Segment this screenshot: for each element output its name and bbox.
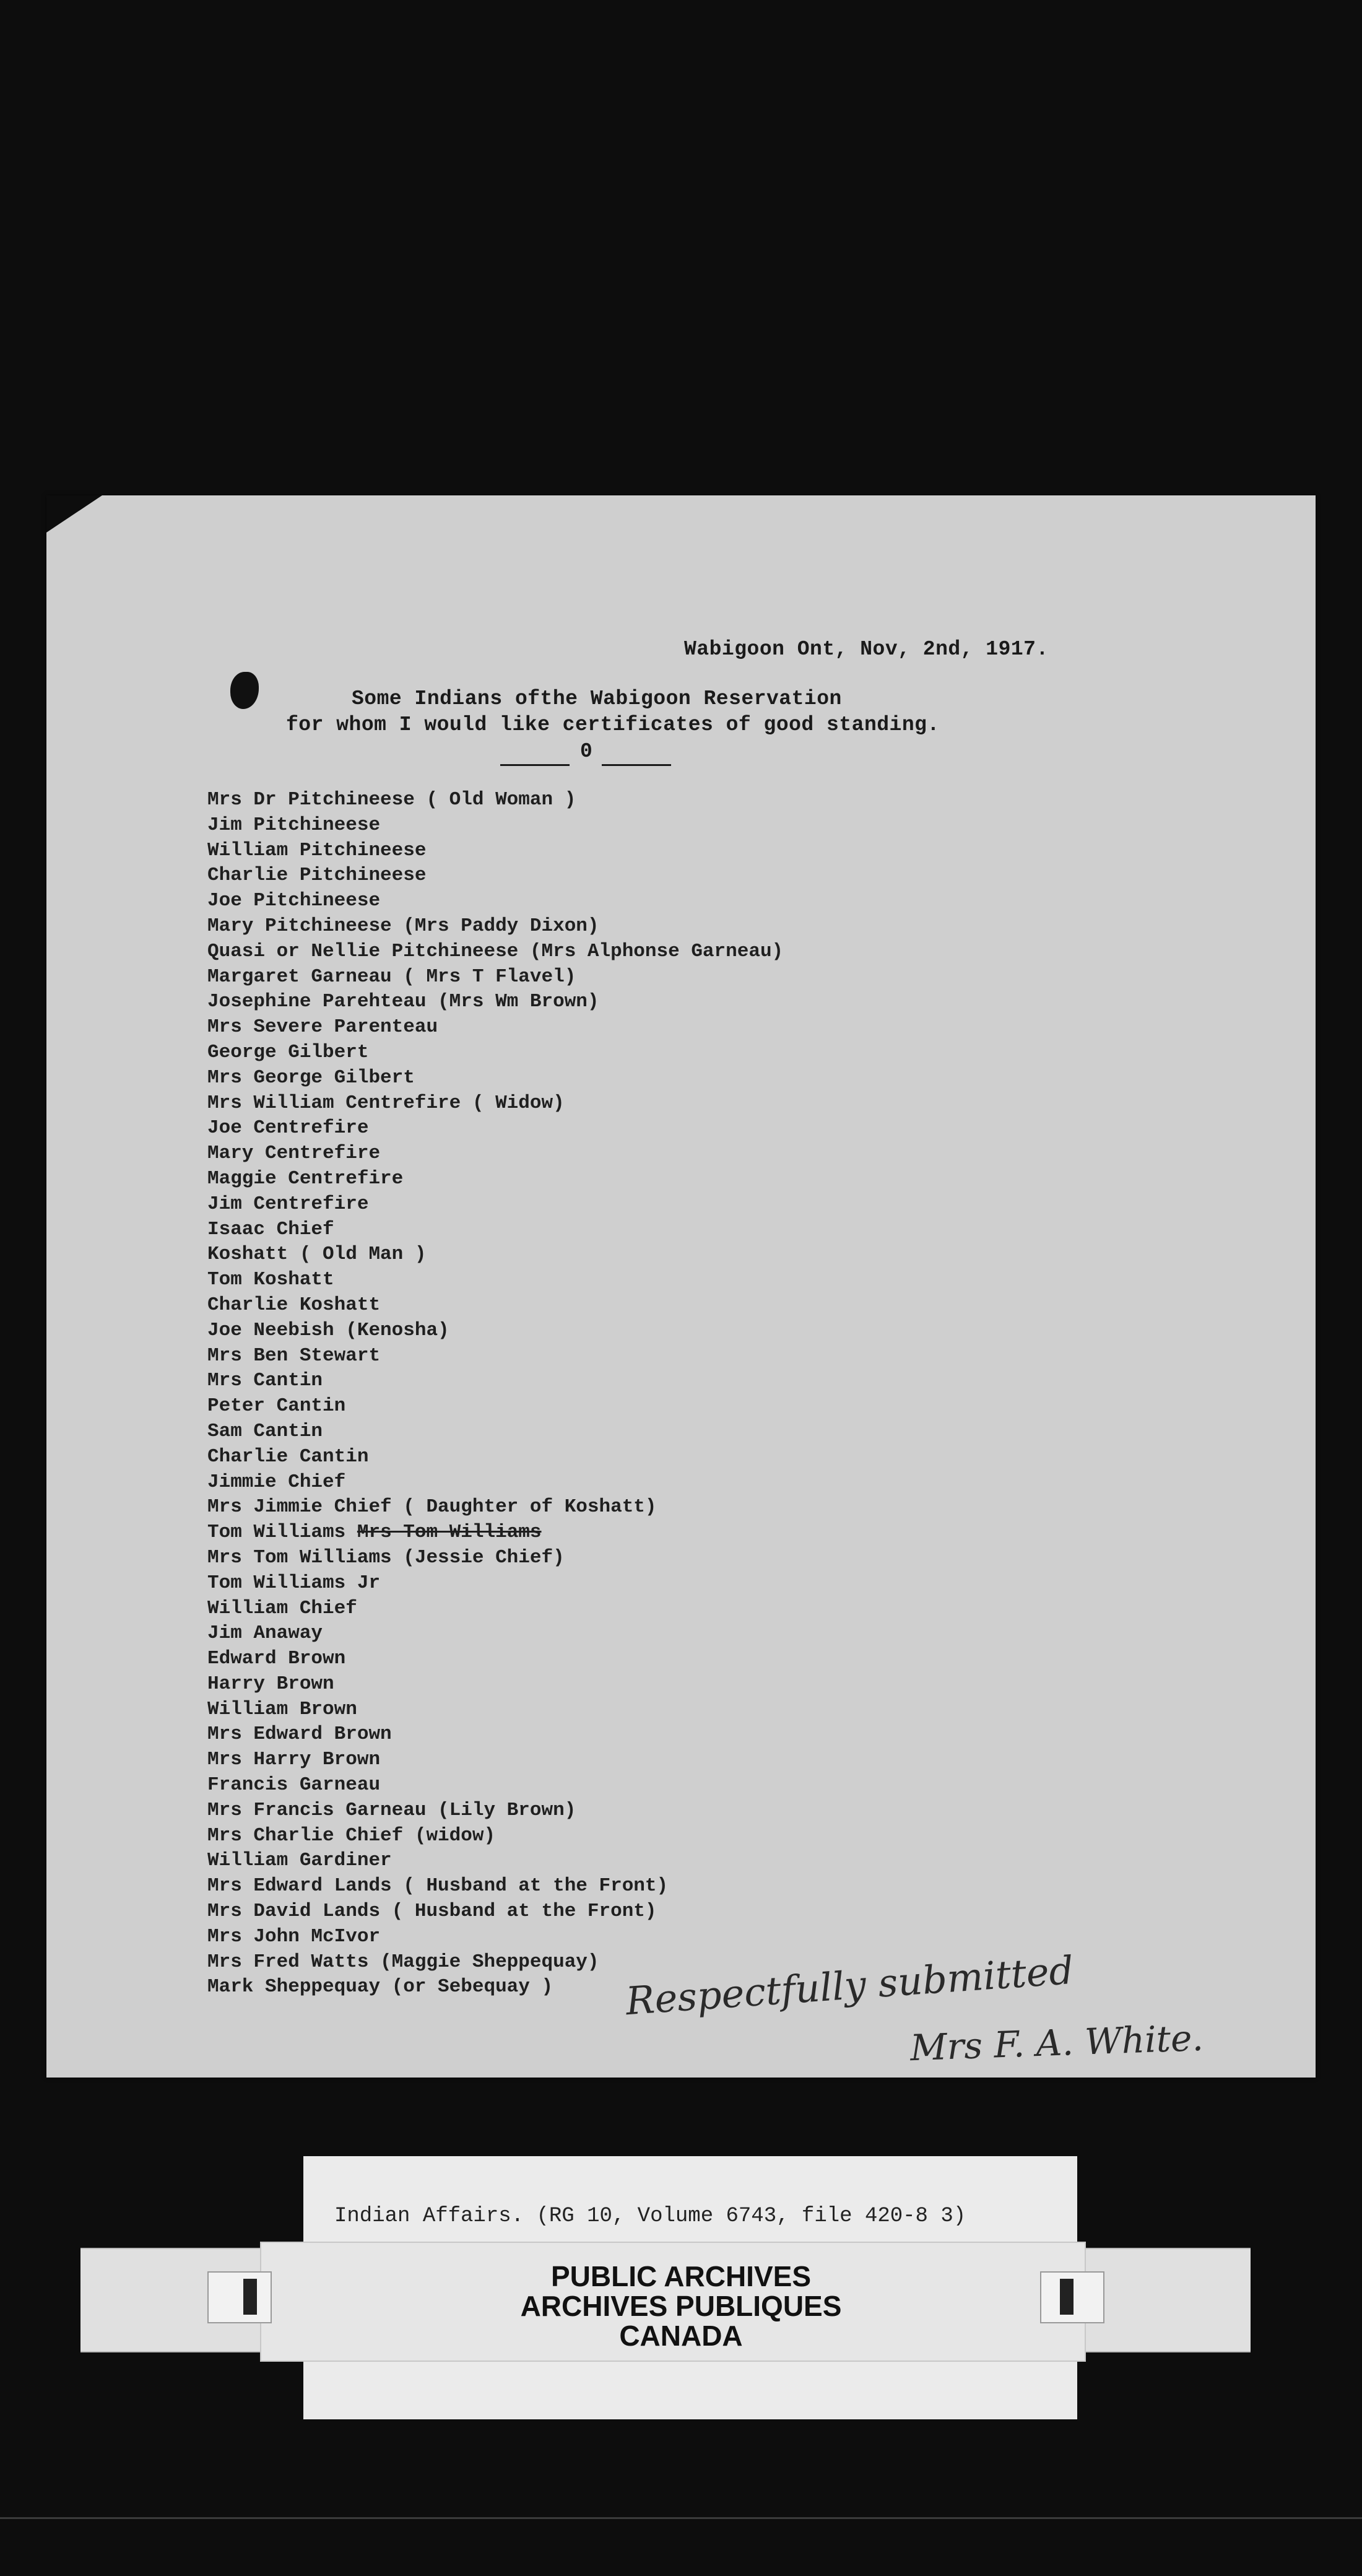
separator-right-rule	[602, 764, 671, 766]
name-entry: Isaac Chief	[207, 1218, 334, 1240]
name-entry: Mrs Fred Watts (Maggie Sheppequay)	[207, 1951, 599, 1973]
name-entry: Jimmie Chief	[207, 1471, 346, 1493]
name-entry: Tom Williams Jr	[207, 1572, 381, 1594]
archive-citation: Indian Affairs. (RG 10, Volume 6743, file 420-8 3)	[334, 2204, 966, 2228]
name-entry: William Chief	[207, 1597, 357, 1619]
name-entry: Mrs Severe Parenteau	[207, 1016, 438, 1038]
name-entry: Koshatt ( Old Man )	[207, 1243, 427, 1266]
name-entry: Mrs John McIvor	[207, 1925, 381, 1947]
name-entry: William Brown	[207, 1698, 357, 1720]
name-entry: Joe Centrefire	[207, 1117, 369, 1139]
separator-left-rule	[500, 764, 570, 766]
name-entry: Harry Brown	[207, 1673, 334, 1695]
name-entry: Mrs Dr Pitchineese ( Old Woman )	[207, 789, 576, 811]
name-entry: Charlie Cantin	[207, 1445, 369, 1468]
name-entry: Charlie Pitchineese	[207, 864, 427, 887]
name-entry: Maggie Centrefire	[207, 1167, 404, 1190]
signature-name: Mrs F. A. White.	[909, 2016, 1204, 2069]
name-entry: Quasi or Nellie Pitchineese (Mrs Alphonse Garneau)	[207, 940, 784, 962]
name-entry: Tom Koshatt	[207, 1269, 334, 1291]
name-entry: Sam Cantin	[207, 1420, 323, 1442]
stamp-line-1: PUBLIC ARCHIVES	[551, 2260, 811, 2292]
name-entry: Mrs Ben Stewart	[207, 1344, 381, 1367]
name-entry: Margaret Garneau ( Mrs T Flavel)	[207, 965, 576, 988]
letter-date: Wabigoon Ont, Nov, 2nd, 1917.	[684, 638, 1049, 661]
letter-intro-line-2: for whom I would like certificates of good standing.	[286, 713, 940, 736]
name-entry: Mrs Cantin	[207, 1370, 323, 1392]
names-list	[207, 788, 783, 2000]
name-entry: William Gardiner	[207, 1850, 392, 1872]
name-entry: Mrs George Gilbert	[207, 1066, 415, 1089]
name-entry: Mrs David Lands ( Husband at the Front)	[207, 1900, 657, 1923]
name-entry: George Gilbert	[207, 1041, 369, 1063]
folded-corner	[46, 495, 102, 533]
name-entry: Mrs Harry Brown	[207, 1749, 381, 1771]
stamp-line-2: ARCHIVES PUBLIQUES	[520, 2290, 842, 2322]
separator-mark: 0	[580, 740, 592, 763]
name-entry: Mary Pitchineese (Mrs Paddy Dixon)	[207, 915, 599, 937]
name-entry: Jim Centrefire	[207, 1193, 369, 1215]
name-entry: Mark Sheppequay (or Sebequay )	[207, 1976, 553, 1998]
name-entry: Mrs Jimmie Chief ( Daughter of Koshatt)	[207, 1496, 657, 1518]
name-entry: Mrs William Centrefire ( Widow)	[207, 1092, 565, 1114]
name-entry: Charlie Koshatt	[207, 1294, 381, 1316]
name-entry: Joe Neebish (Kenosha)	[207, 1319, 449, 1341]
name-entry: William Pitchineese	[207, 839, 427, 861]
name-entry: Mrs Francis Garneau (Lily Brown)	[207, 1799, 576, 1821]
name-entry: Josephine Parehteau (Mrs Wm Brown)	[207, 991, 599, 1013]
name-entry: Mary Centrefire	[207, 1142, 381, 1165]
name-entry: Tom Williams	[207, 1521, 346, 1544]
signature-closing: Respectfully submitted	[624, 1947, 1075, 2024]
scan-bottom-rule	[0, 2517, 1362, 2519]
name-entry: Mrs Charlie Chief (widow)	[207, 1824, 496, 1847]
stamp-line-3: CANADA	[619, 2320, 743, 2352]
name-entry: Edward Brown	[207, 1648, 346, 1670]
name-entry: Peter Cantin	[207, 1395, 346, 1417]
letter-intro-line-1: Some Indians ofthe Wabigoon Reservation	[352, 687, 842, 710]
name-entry: Joe Pitchineese	[207, 890, 381, 912]
name-entry: Jim Anaway	[207, 1622, 323, 1645]
name-entry: Mrs Edward Lands ( Husband at the Front)	[207, 1875, 669, 1897]
name-entry: Francis Garneau	[207, 1774, 381, 1796]
name-entry-with-strike	[207, 1520, 783, 1546]
name-entry: Mrs Edward Brown	[207, 1723, 392, 1746]
name-entry: Jim Pitchineese	[207, 814, 381, 836]
struck-out-text: Mrs Tom Williams	[357, 1521, 542, 1544]
name-entry: Mrs Tom Williams (Jessie Chief)	[207, 1546, 565, 1569]
